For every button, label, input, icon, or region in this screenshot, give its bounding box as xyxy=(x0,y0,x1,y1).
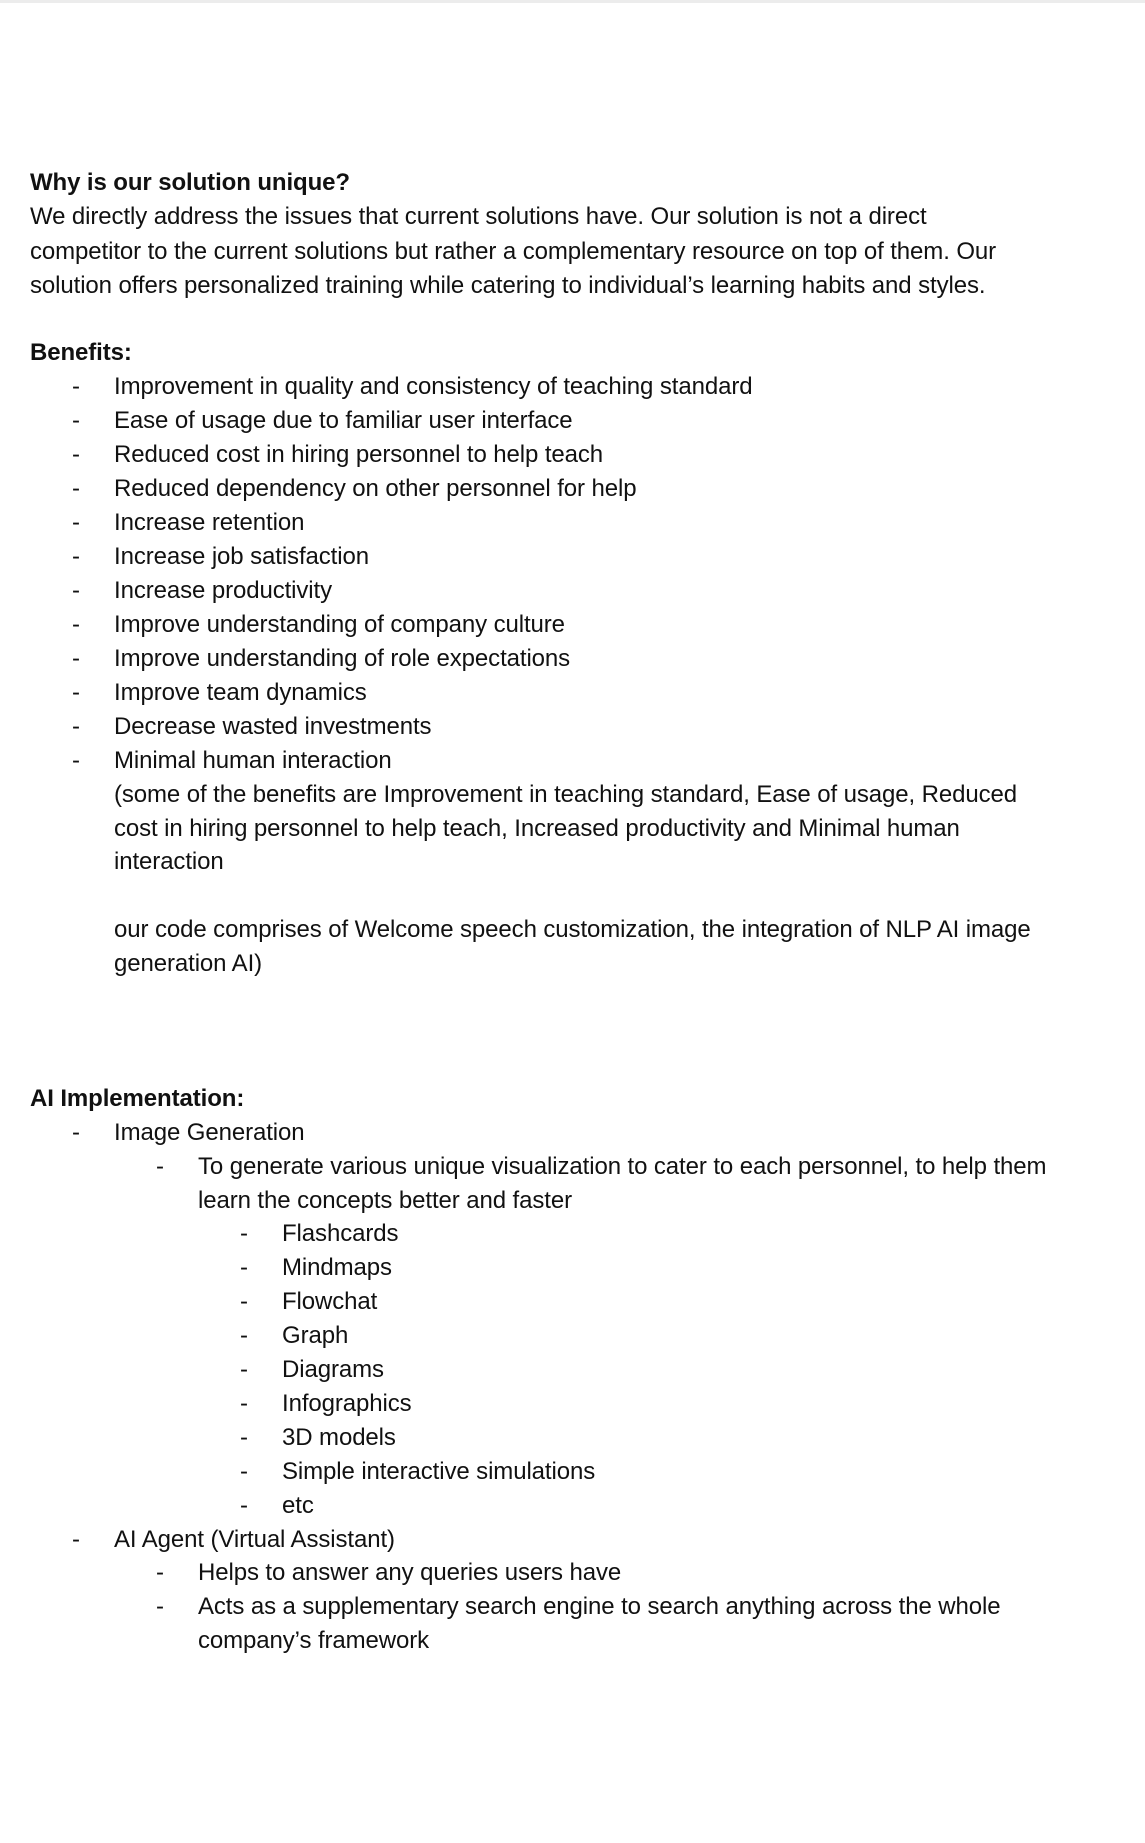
benefits-note-line: cost in hiring personnel to help teach, Increased productivity and Minimal human xyxy=(114,815,960,842)
bullet-dash: - xyxy=(72,1526,80,1553)
top-edge-bar xyxy=(0,0,1145,3)
ai-agent-subitem: Acts as a supplementary search engine to search anything across the whole xyxy=(198,1593,1001,1620)
heading-why-unique: Why is our solution unique? xyxy=(30,169,350,196)
image-generation-description: learn the concepts better and faster xyxy=(198,1187,572,1214)
ai-agent-subitem: Helps to answer any queries users have xyxy=(198,1559,622,1586)
benefit-item: Reduced dependency on other personnel for help xyxy=(114,475,637,502)
image-generation-description: To generate various unique visualization to cater to each personnel, to help them xyxy=(198,1153,1047,1180)
bullet-dash: - xyxy=(72,679,80,706)
bullet-dash: - xyxy=(156,1593,164,1620)
bullet-dash: - xyxy=(156,1559,164,1586)
bullet-dash: - xyxy=(240,1492,248,1519)
bullet-dash: - xyxy=(72,747,80,774)
benefit-item: Ease of usage due to familiar user interface xyxy=(114,407,573,434)
bullet-dash: - xyxy=(240,1288,248,1315)
bullet-dash: - xyxy=(72,407,80,434)
bullet-dash: - xyxy=(240,1254,248,1281)
visualization-type: Simple interactive simulations xyxy=(282,1458,596,1485)
bullet-dash: - xyxy=(156,1153,164,1180)
visualization-type: 3D models xyxy=(282,1424,396,1451)
bullet-dash: - xyxy=(240,1390,248,1417)
bullet-dash: - xyxy=(72,475,80,502)
bullet-dash: - xyxy=(72,713,80,740)
visualization-type: Infographics xyxy=(282,1390,412,1417)
benefit-item: Increase productivity xyxy=(114,577,333,604)
image-generation-item: Image Generation xyxy=(114,1119,305,1146)
visualization-type: Flashcards xyxy=(282,1220,399,1247)
paragraph-line: competitor to the current solutions but rather a complementary resource on top of them. Our xyxy=(30,238,997,265)
benefit-item: Improve team dynamics xyxy=(114,679,367,706)
code-note-line: generation AI) xyxy=(114,950,263,977)
bullet-dash: - xyxy=(240,1220,248,1247)
visualization-type: Diagrams xyxy=(282,1356,384,1383)
bullet-dash: - xyxy=(240,1424,248,1451)
visualization-type: Flowchat xyxy=(282,1288,378,1315)
ai-agent-subitem: company’s framework xyxy=(198,1627,430,1654)
bullet-dash: - xyxy=(240,1458,248,1485)
bullet-dash: - xyxy=(72,577,80,604)
bullet-dash: - xyxy=(72,645,80,672)
ai-agent-item: AI Agent (Virtual Assistant) xyxy=(114,1526,395,1553)
benefits-note-line: interaction xyxy=(114,848,224,875)
benefit-item: Improve understanding of company culture xyxy=(114,611,565,638)
visualization-type: etc xyxy=(282,1492,314,1519)
paragraph-line: We directly address the issues that current solutions have. Our solution is not a direct xyxy=(30,203,927,230)
bullet-dash: - xyxy=(72,441,80,468)
bullet-dash: - xyxy=(240,1356,248,1383)
visualization-type: Graph xyxy=(282,1322,349,1349)
benefits-note-line: (some of the benefits are Improvement in teaching standard, Ease of usage, Reduced xyxy=(114,781,1018,808)
benefit-item: Increase retention xyxy=(114,509,305,536)
code-note-line: our code comprises of Welcome speech customization, the integration of NLP AI image xyxy=(114,916,1031,943)
bullet-dash: - xyxy=(240,1322,248,1349)
bullet-dash: - xyxy=(72,611,80,638)
visualization-type: Mindmaps xyxy=(282,1254,392,1281)
paragraph-line: solution offers personalized training while catering to individual’s learning habits and styles. xyxy=(30,272,986,299)
benefit-item: Decrease wasted investments xyxy=(114,713,432,740)
bullet-dash: - xyxy=(72,373,80,400)
benefit-item: Improve understanding of role expectations xyxy=(114,645,571,672)
benefit-item: Increase job satisfaction xyxy=(114,543,369,570)
benefit-item: Reduced cost in hiring personnel to help teach xyxy=(114,441,604,468)
heading-ai-implementation: AI Implementation: xyxy=(30,1085,245,1112)
benefit-item: Minimal human interaction xyxy=(114,747,392,774)
benefit-item: Improvement in quality and consistency of teaching standard xyxy=(114,373,753,400)
heading-benefits: Benefits: xyxy=(30,339,132,366)
bullet-dash: - xyxy=(72,509,80,536)
bullet-dash: - xyxy=(72,1119,80,1146)
bullet-dash: - xyxy=(72,543,80,570)
